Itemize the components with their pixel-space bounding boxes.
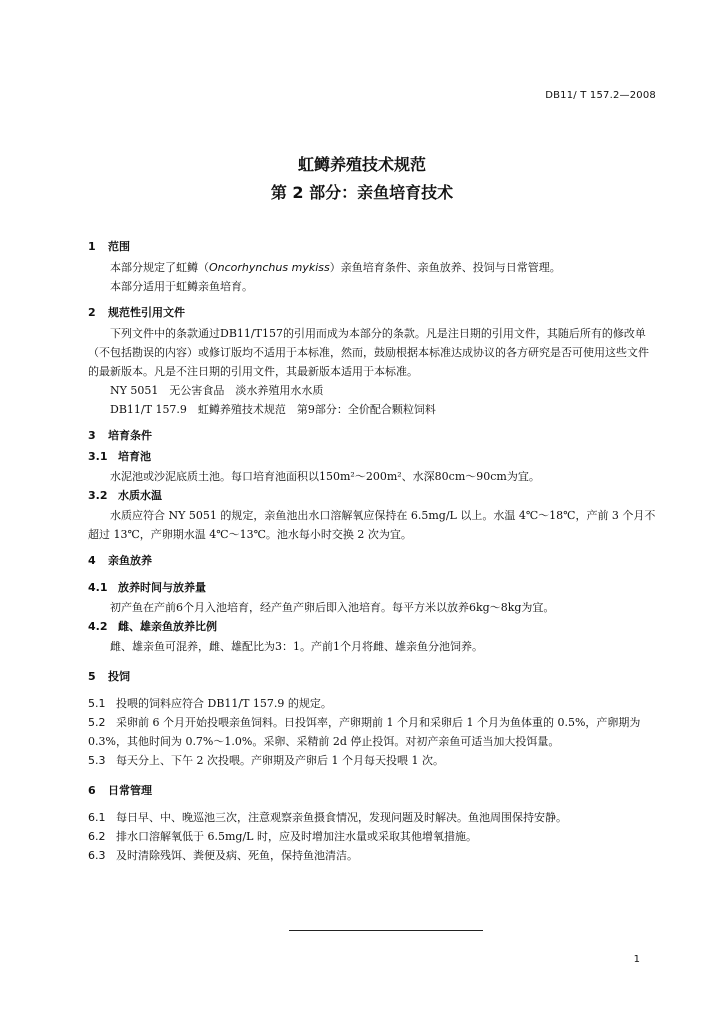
subsection-number: 4.1 (88, 581, 108, 594)
text-run: ）亲鱼培育条件、亲鱼放养、投饲与日常管理。 (329, 261, 561, 274)
section-number: 4 (88, 554, 96, 567)
reference-item-2: DB11/T 157.9 虹鳟养殖技术规范 第9部分：全价配合颗粒饲料 (110, 403, 436, 416)
clause-number: 6.1 (88, 811, 106, 824)
subsection-4-1-paragraph: 初产鱼在产前6个月入池培育，经产鱼产卵后即入池培育。每平方米以放养6kg～8kg为宜。 (110, 601, 555, 614)
subsection-title: 培育池 (118, 450, 151, 463)
clause-number: 5.2 (88, 716, 106, 729)
section-2-paragraph: 下列文件中的条款通过DB11/T157的引用而成为本部分的条款。凡是注日期的引用文件，其随后所有的修改单（不包括勘误的内容）或修订版均不适用于本标准，然而，鼓励根据本标准达成协议的各方研究是否可使用这些文件的最新版本。凡是不注日期的引用文件，其最新版本适用于本标准。 (88, 327, 649, 378)
clause-6-2 (88, 827, 658, 846)
section-1-heading (88, 236, 658, 258)
clause-number: 6.2 (88, 830, 106, 843)
subsection-title: 水质水温 (118, 489, 162, 502)
document-title (0, 151, 724, 207)
section-number: 5 (88, 670, 96, 683)
subsection-3-1-heading (88, 447, 658, 467)
clause-5-1 (88, 694, 658, 713)
clause-6-1 (88, 808, 658, 827)
section-4-heading (88, 550, 658, 572)
section-6-heading (88, 780, 658, 802)
clause-number: 6.3 (88, 849, 106, 862)
subsection-title: 雌、雄亲鱼放养比例 (118, 620, 217, 633)
section-1-paragraph-2: 本部分适用于虹鳟亲鱼培育。 (110, 280, 253, 293)
clause-text: 及时清除残饵、粪便及病、死鱼，保持鱼池清洁。 (116, 849, 358, 862)
section-title: 范围 (108, 240, 130, 253)
clause-5-3 (88, 751, 658, 770)
section-number: 3 (88, 429, 96, 442)
reference-item-1: NY 5051 无公害食品 淡水养殖用水水质 (110, 384, 324, 397)
page-number: 1 (633, 954, 640, 965)
clause-text: 每天分上、下午 2 次投喂。产卵期及产卵后 1 个月每天投喂 1 次。 (116, 754, 444, 767)
section-number: 6 (88, 784, 96, 797)
text-run: 本部分规定了虹鳟（ (110, 261, 209, 274)
clause-number: 5.1 (88, 697, 106, 710)
section-1-paragraph-1 (88, 258, 658, 277)
clause-text: 每日早、中、晚巡池三次，注意观察亲鱼摄食情况，发现问题及时解决。鱼池周围保持安静。 (116, 811, 567, 824)
end-divider (289, 930, 483, 931)
subsection-4-2-heading (88, 617, 658, 637)
section-title: 亲鱼放养 (108, 554, 152, 567)
subsection-3-2-heading (88, 486, 658, 506)
section-3-heading (88, 425, 658, 447)
subsection-4-2-paragraph: 雌、雄亲鱼可混养，雌、雄配比为3：1。产前1个月将雌、雄亲鱼分池饲养。 (110, 640, 483, 653)
clause-6-3 (88, 846, 658, 865)
subsection-4-1-heading (88, 578, 658, 598)
subsection-number: 3.1 (88, 450, 108, 463)
subsection-3-1-paragraph: 水泥池或沙泥底质土池。每口培育池面积以150m²～200m²、水深80cm～90cm为宜。 (110, 470, 540, 483)
section-number: 1 (88, 240, 96, 253)
title-line-2: 第 2 部分：亲鱼培育技术 (270, 183, 454, 202)
clause-text: 采卵前 6 个月开始投喂亲鱼饲料。日投饵率，产卵期前 1 个月和采卵后 1 个月为鱼体重的 0.5%，产卵期为 0.3%，其他时间为 0.7%～1.0%。采卵、采精前 2d 停止投饵。对初产亲鱼可适当加大投饵量。 (88, 716, 641, 748)
latin-name: Oncorhynchus mykiss (209, 261, 330, 274)
section-title: 投饲 (108, 670, 130, 683)
subsection-number: 3.2 (88, 489, 108, 502)
section-5-heading (88, 666, 658, 688)
clause-number: 5.3 (88, 754, 106, 767)
section-title: 规范性引用文件 (108, 306, 185, 319)
clause-text: 排水口溶解氧低于 6.5mg/L 时，应及时增加注水量或采取其他增氧措施。 (116, 830, 477, 843)
section-number: 2 (88, 306, 96, 319)
clause-5-2 (88, 713, 658, 751)
section-title: 培育条件 (108, 429, 152, 442)
subsection-number: 4.2 (88, 620, 108, 633)
subsection-3-2-paragraph: 水质应符合 NY 5051 的规定，亲鱼池出水口溶解氧应保持在 6.5mg/L 以上。水温 4℃～18℃，产前 3 个月不超过 13℃，产卵期水温 4℃～13℃。池水每小时交换 2 次为宜。 (88, 509, 656, 541)
standard-code: DB11/ T 157.2—2008 (545, 90, 656, 101)
subsection-title: 放养时间与放养量 (118, 581, 206, 594)
section-2-heading (88, 302, 658, 324)
clause-text: 投喂的饲料应符合 DB11/T 157.9 的规定。 (116, 697, 332, 710)
document-body (88, 236, 658, 865)
section-title: 日常管理 (108, 784, 152, 797)
title-line-1: 虹鳟养殖技术规范 (297, 155, 426, 174)
